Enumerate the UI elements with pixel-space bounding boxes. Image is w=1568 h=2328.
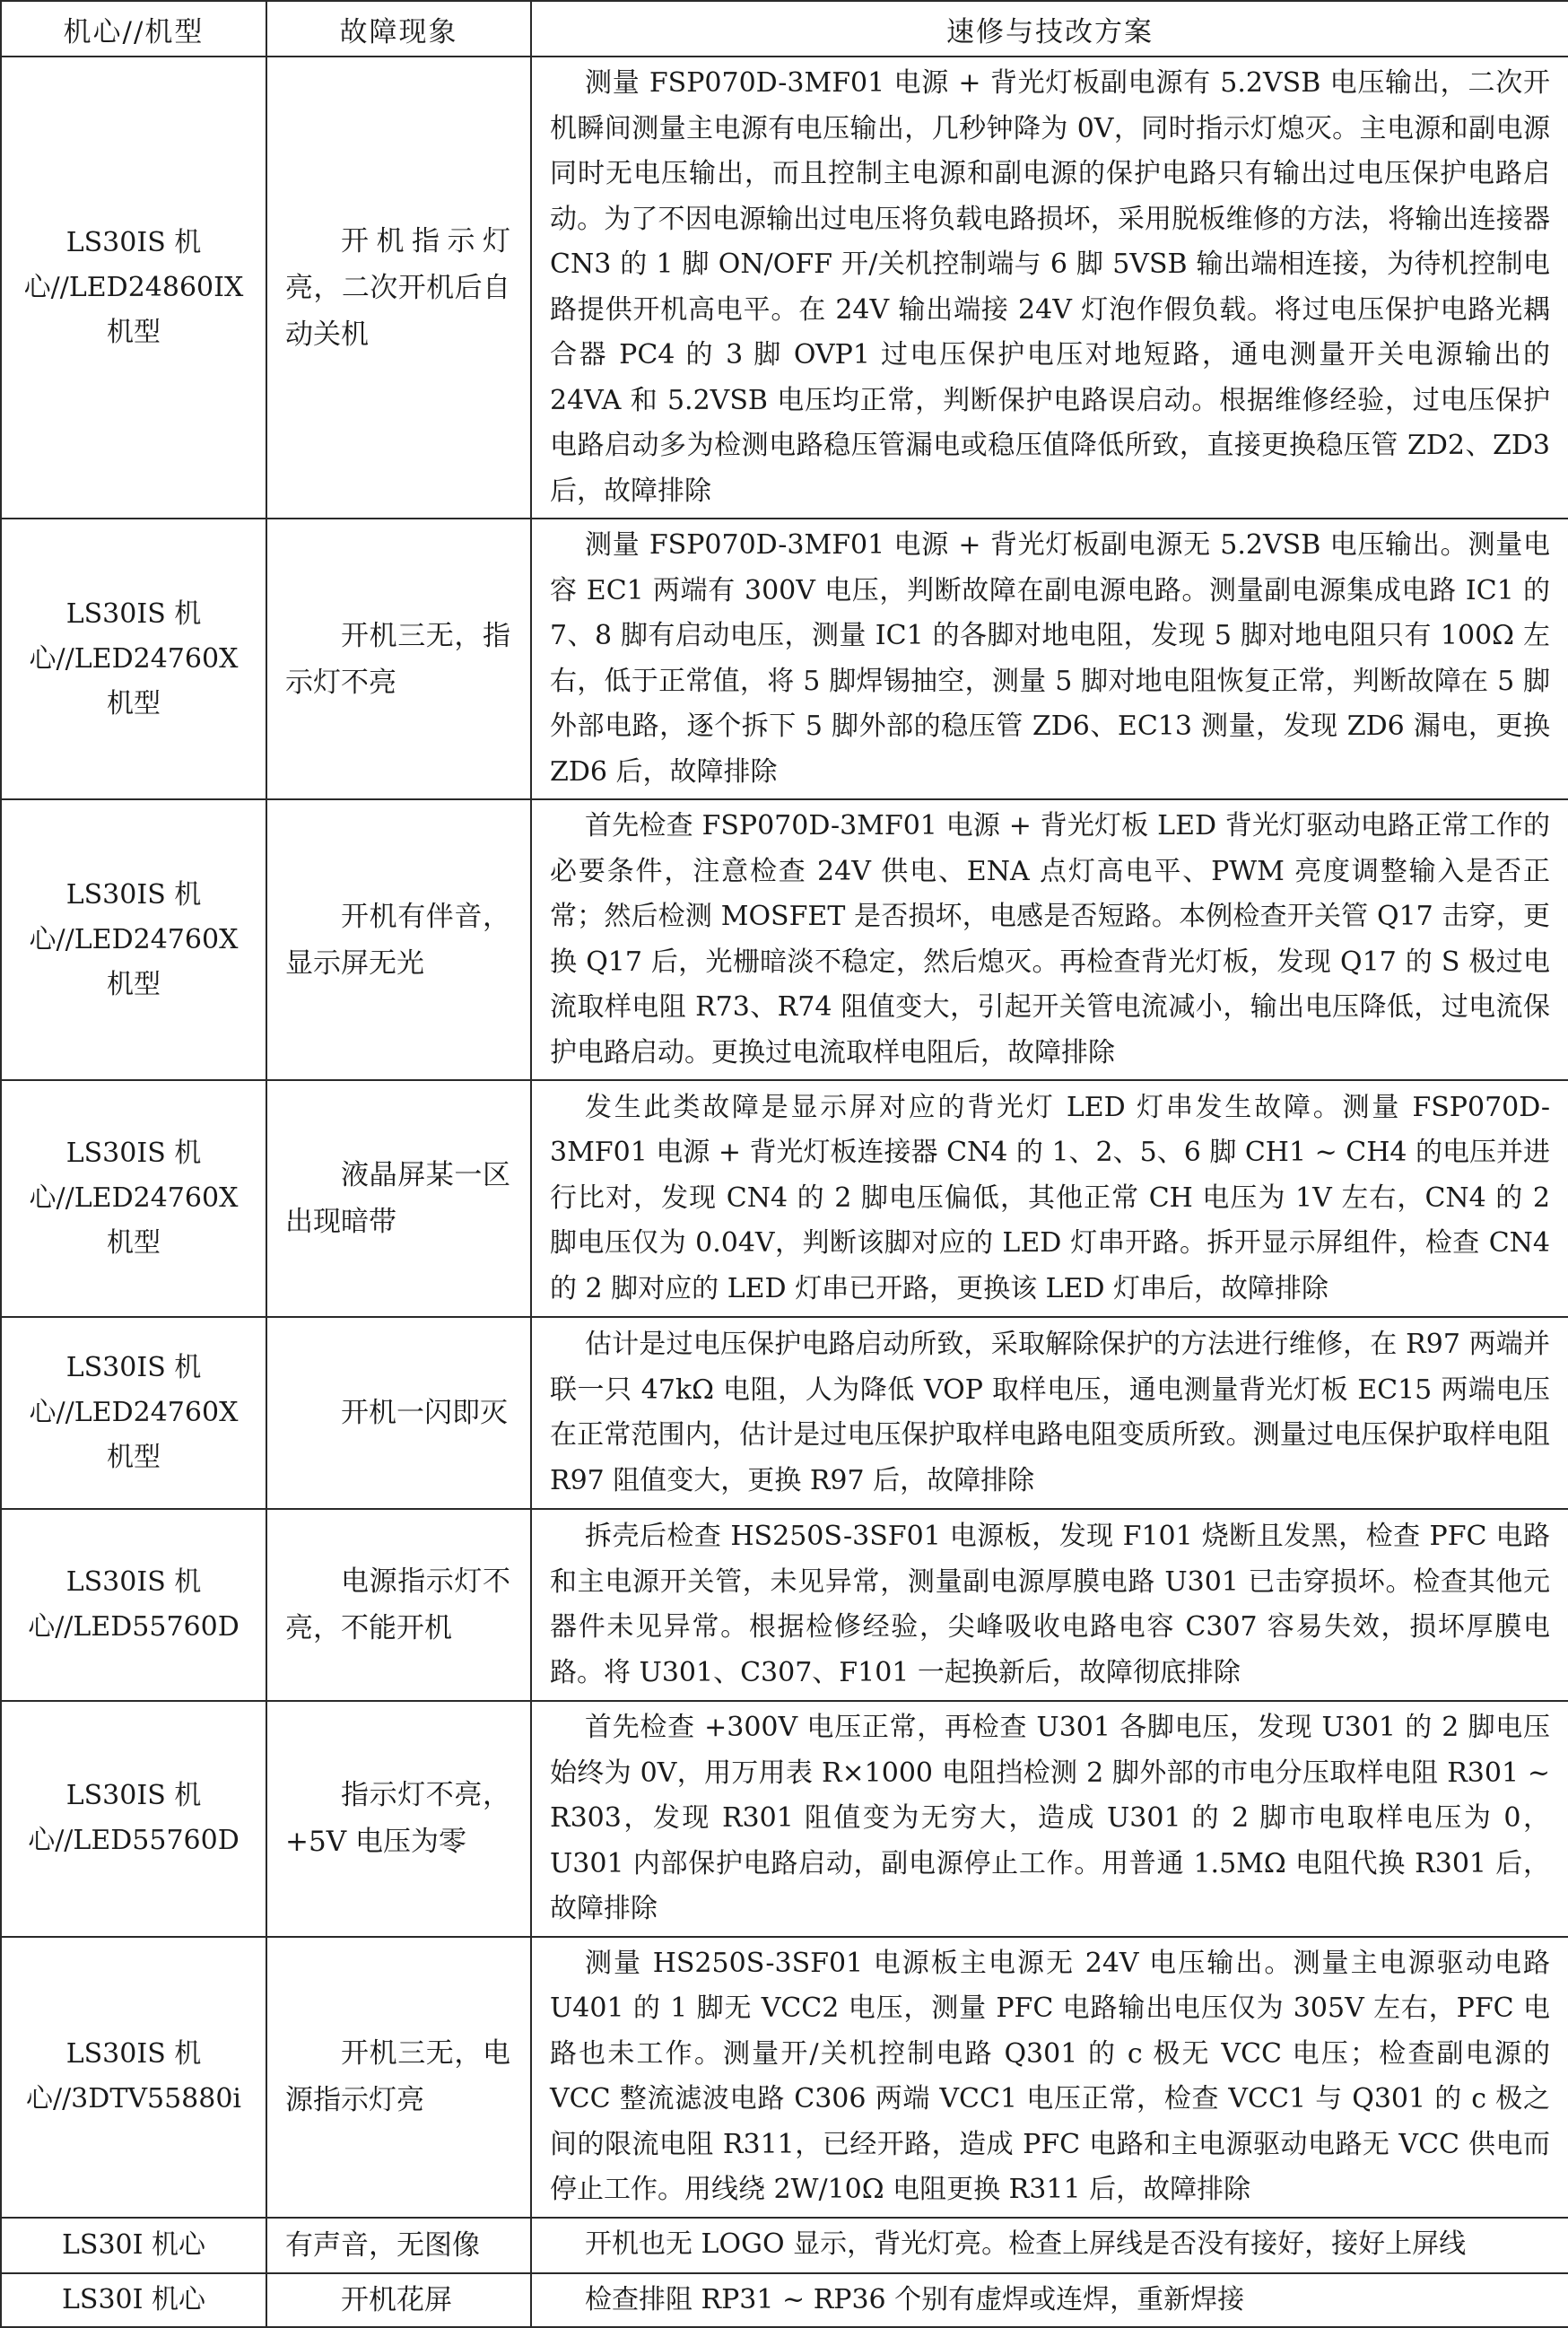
table-row [1, 1937, 1568, 2218]
model-cell: LS30IS 机心//LED24760X 机型 [1, 799, 266, 1080]
header-symptom: 故障现象 [266, 1, 531, 57]
symptom-cell: 开机一闪即灭 [266, 1317, 531, 1509]
solution-cell: 检查排阻 RP31 ~ RP36 个别有虚焊或连焊，重新焊接 [531, 2273, 1568, 2328]
header-model: 机心//机型 [1, 1, 266, 57]
solution-cell: 首先检查 FSP070D-3MF01 电源 + 背光灯板 LED 背光灯驱动电路正常工作的必要条件，注意检查 24V 供电、ENA 点灯高电平、PWM 亮度调整输入是否正常；然后检测 MOSFET 是否损坏，电感是否短路。本例检查开关管 Q17 击穿，更换 Q17 后，光栅暗淡不稳定，然后熄灭。再检查背光灯板，发现 Q17 的 S 极过电流取样电阻 R73、R74 阻值变大，引起开关管电流减小，输出电压降低，过电流保护电路启动。更换过电流取样电阻后，故障排除 [531, 799, 1568, 1080]
solution-cell: 拆壳后检查 HS250S-3SF01 电源板，发现 F101 烧断且发黑，检查 PFC 电路和主电源开关管，未见异常，测量副电源厚膜电路 U301 已击穿损坏。检查其他元器件未见异常。根据检修经验，尖峰吸收电路电容 C307 容易失效，损坏厚膜电路。将 U301、C307、F101 一起换新后，故障彻底排除 [531, 1509, 1568, 1701]
solution-cell: 发生此类故障是显示屏对应的背光灯 LED 灯串发生故障。测量 FSP070D-3MF01 电源 + 背光灯板连接器 CN4 的 1、2、5、6 脚 CH1 ~ CH4 的电压并进行比对，发现 CN4 的 2 脚电压偏低，其他正常 CH 电压为 1V 左右，CN4 的 2 脚电压仅为 0.04V，判断该脚对应的 LED 灯串开路。拆开显示屏组件，检查 CN4 的 2 脚对应的 LED 灯串已开路，更换该 LED 灯串后，故障排除 [531, 1080, 1568, 1317]
symptom-cell: 开机三无，指示灯不亮 [266, 519, 531, 799]
solution-cell: 测量 FSP070D-3MF01 电源 + 背光灯板副电源无 5.2VSB 电压输出。测量电容 EC1 两端有 300V 电压，判断故障在副电源电路。测量副电源集成电路 IC1 的 7、8 脚有启动电压，测量 IC1 的各脚对地电阻，发现 5 脚对地电阻只有 100Ω 左右，低于正常值，将 5 脚焊锡抽空，测量 5 脚对地电阻恢复正常，判断故障在 5 脚外部电路，逐个拆下 5 脚外部的稳压管 ZD6、EC13 测量，发现 ZD6 漏电，更换 ZD6 后，故障排除 [531, 519, 1568, 799]
model-cell: LS30IS 机心//LED24860IX 机型 [1, 57, 266, 519]
symptom-cell: 开机三无，电源指示灯亮 [266, 1937, 531, 2218]
model-cell: LS30IS 机心//LED55760D [1, 1509, 266, 1701]
table-row [1, 2218, 1568, 2273]
symptom-cell: 电源指示灯不亮，不能开机 [266, 1509, 531, 1701]
solution-cell: 测量 FSP070D-3MF01 电源 + 背光灯板副电源有 5.2VSB 电压输出，二次开机瞬间测量主电源有电压输出，几秒钟降为 0V，同时指示灯熄灭。主电源和副电源同时无电压输出，而且控制主电源和副电源的保护电路只有输出过电压保护电路启动。为了不因电源输出过电压将负载电路损坏，采用脱板维修的方法，将输出连接器 CN3 的 1 脚 ON/OFF 开/关机控制端与 6 脚 5VSB 输出端相连接，为待机控制电路提供开机高电平。在 24V 输出端接 24V 灯泡作假负载。将过电压保护电路光耦合器 PC4 的 3 脚 OVP1 过电压保护电压对地短路，通电测量开关电源输出的 24VA 和 5.2VSB 电压均正常，判断保护电路误启动。根据维修经验，过电压保护电路启动多为检测电路稳压管漏电或稳压值降低所致，直接更换稳压管 ZD2、ZD3 后，故障排除 [531, 57, 1568, 519]
symptom-cell: 有声音，无图像 [266, 2218, 531, 2273]
symptom-cell: 指示灯不亮，+5V 电压为零 [266, 1701, 531, 1937]
model-cell: LS30IS 机心//LED24760X 机型 [1, 1080, 266, 1317]
table-row [1, 519, 1568, 799]
header-row [1, 1, 1568, 57]
solution-cell: 首先检查 +300V 电压正常，再检查 U301 各脚电压，发现 U301 的 2 脚电压始终为 0V，用万用表 R×1000 电阻挡检测 2 脚外部的市电分压取样电阻 R301 ~ R303，发现 R301 阻值变为无穷大，造成 U301 的 2 脚市电取样电压为 0，U301 内部保护电路启动，副电源停止工作。用普通 1.5MΩ 电阻代换 R301 后，故障排除 [531, 1701, 1568, 1937]
solution-cell: 测量 HS250S-3SF01 电源板主电源无 24V 电压输出。测量主电源驱动电路 U401 的 1 脚无 VCC2 电压，测量 PFC 电路输出电压仅为 305V 左右，PFC 电路也未工作。测量开/关机控制电路 Q301 的 c 极无 VCC 电压；检查副电源的 VCC 整流滤波电路 C306 两端 VCC1 电压正常，检查 VCC1 与 Q301 的 c 极之间的限流电阻 R311，已经开路，造成 PFC 电路和主电源驱动电路无 VCC 供电而停止工作。用线绕 2W/10Ω 电阻更换 R311 后，故障排除 [531, 1937, 1568, 2218]
solution-cell: 估计是过电压保护电路启动所致，采取解除保护的方法进行维修，在 R97 两端并联一只 47kΩ 电阻，人为降低 VOP 取样电压，通电测量背光灯板 EC15 两端电压在正常范围内，估计是过电压保护取样电路电阻变质所致。测量过电压保护取样电阻 R97 阻值变大，更换 R97 后，故障排除 [531, 1317, 1568, 1509]
model-cell: LS30I 机心 [1, 2218, 266, 2273]
table-row [1, 1701, 1568, 1937]
table-row [1, 2273, 1568, 2328]
model-cell: LS30IS 机心//LED55760D [1, 1701, 266, 1937]
model-cell: LS30IS 机心//LED24760X 机型 [1, 1317, 266, 1509]
symptom-cell: 开机有伴音，显示屏无光 [266, 799, 531, 1080]
model-cell: LS30IS 机心//LED24760X 机型 [1, 519, 266, 799]
model-cell: LS30IS 机心//3DTV55880i [1, 1937, 266, 2218]
symptom-cell: 开机指示灯亮，二次开机后自动关机 [266, 57, 531, 519]
model-cell: LS30I 机心 [1, 2273, 266, 2328]
table-row [1, 57, 1568, 519]
table-row [1, 1509, 1568, 1701]
table-row [1, 1080, 1568, 1317]
table-row [1, 1317, 1568, 1509]
symptom-cell: 液晶屏某一区出现暗带 [266, 1080, 531, 1317]
symptom-cell: 开机花屏 [266, 2273, 531, 2328]
table-row [1, 799, 1568, 1080]
header-solution: 速修与技改方案 [531, 1, 1568, 57]
solution-cell: 开机也无 LOGO 显示，背光灯亮。检查上屏线是否没有接好，接好上屏线 [531, 2218, 1568, 2273]
